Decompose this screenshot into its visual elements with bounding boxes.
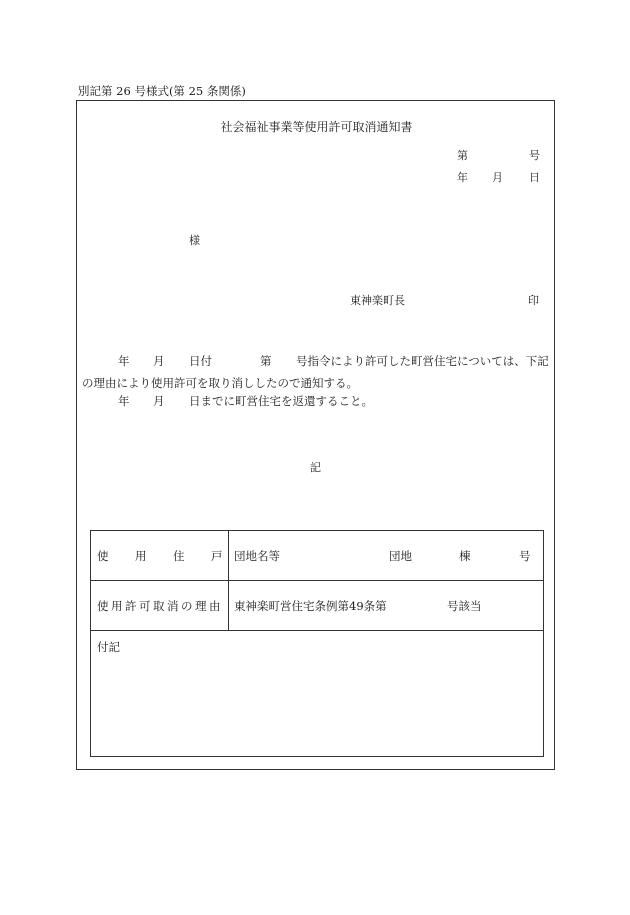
ki-heading: 記 — [310, 461, 321, 474]
row2-reason-suffix: 号該当 — [447, 599, 482, 613]
form-number-label: 別記第 26 号様式(第 25 条関係) — [78, 84, 246, 98]
table-divider-1 — [91, 580, 543, 581]
row2-label-char-1: 使 — [97, 599, 109, 613]
row1-danchi: 団地 — [389, 549, 412, 563]
body-p1-rest: 号指令により許可した町営住宅については、下記 — [296, 354, 549, 368]
row1-go: 号 — [519, 549, 531, 563]
issuer-seal: 印 — [528, 294, 539, 307]
body-p2-month: 月 — [153, 394, 165, 408]
row1-label-char-3: 住 — [173, 549, 185, 563]
row2-reason-value: 東神楽町営住宅条例第49条第 — [234, 599, 387, 613]
row2-label-char-5: 取 — [153, 599, 165, 613]
document-title: 社会福祉事業等使用許可取消通知書 — [220, 120, 413, 134]
row2-label-char-3: 許 — [125, 599, 137, 613]
table-divider-2 — [91, 630, 543, 631]
date-day: 日 — [529, 171, 540, 184]
number-go: 号 — [529, 149, 540, 162]
row1-mune: 棟 — [459, 549, 471, 563]
row2-label-char-4: 可 — [139, 599, 151, 613]
row1-label-char-2: 用 — [135, 549, 147, 563]
body-p1-line2: の理由により使用許可を取り消ししたので通知する。 — [82, 376, 358, 390]
date-month: 月 — [492, 171, 503, 184]
body-p1-year: 年 — [118, 354, 130, 368]
row2-label-char-9: 由 — [209, 599, 221, 613]
row2-label-char-2: 用 — [111, 599, 123, 613]
row2-label-char-6: 消 — [167, 599, 179, 613]
row2-label-char-7: の — [181, 599, 193, 613]
row2-label-char-8: 理 — [195, 599, 207, 613]
issuer-name: 東神楽町長 — [350, 294, 405, 307]
row1-danchi-name: 団地名等 — [234, 549, 280, 563]
body-p2-year: 年 — [118, 394, 130, 408]
number-dai: 第 — [457, 149, 468, 162]
date-year: 年 — [457, 171, 468, 184]
detail-table — [90, 530, 544, 757]
body-p1-dai: 第 — [260, 354, 272, 368]
addressee-honorific: 様 — [189, 234, 200, 247]
table-column-divider — [228, 531, 229, 630]
row1-label-char-4: 戸 — [211, 549, 223, 563]
supplementary-note-label: 付記 — [97, 640, 120, 654]
row1-label-char-1: 使 — [97, 549, 109, 563]
body-p1-month: 月 — [153, 354, 165, 368]
body-p2-rest: 日までに町営住宅を返還すること。 — [189, 394, 373, 408]
body-p1-date-suffix: 日付 — [189, 354, 212, 368]
